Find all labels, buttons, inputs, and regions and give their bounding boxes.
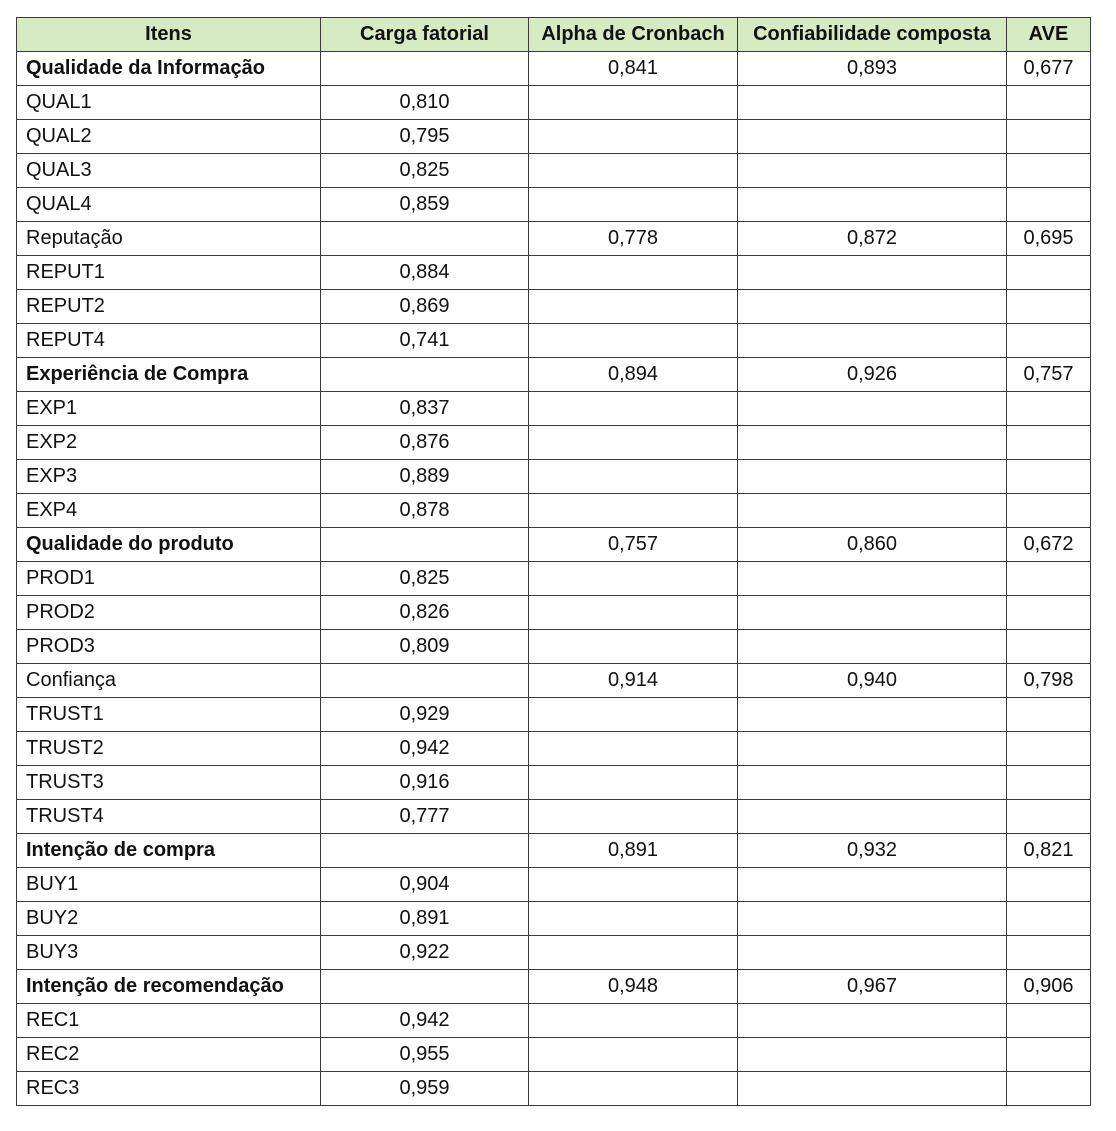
cell-alpha-cronbach (529, 936, 738, 970)
cell-carga-fatorial: 0,955 (321, 1038, 529, 1072)
cell-ave (1007, 494, 1091, 528)
construct-row (17, 222, 1091, 256)
cell-item: QUAL2 (17, 120, 321, 154)
cell-alpha-cronbach: 0,891 (529, 834, 738, 868)
cell-confiabilidade-composta (738, 154, 1007, 188)
cell-ave (1007, 936, 1091, 970)
cell-ave (1007, 698, 1091, 732)
cell-confiabilidade-composta (738, 1038, 1007, 1072)
cell-confiabilidade-composta (738, 1072, 1007, 1106)
cell-item: BUY3 (17, 936, 321, 970)
cell-ave (1007, 732, 1091, 766)
cell-confiabilidade-composta (738, 86, 1007, 120)
cell-confiabilidade-composta (738, 1004, 1007, 1038)
cell-confiabilidade-composta: 0,932 (738, 834, 1007, 868)
cell-item: TRUST4 (17, 800, 321, 834)
cell-carga-fatorial: 0,889 (321, 460, 529, 494)
header-carga-fatorial: Carga fatorial (321, 18, 529, 52)
cell-carga-fatorial (321, 528, 529, 562)
header-alpha-cronbach: Alpha de Cronbach (529, 18, 738, 52)
cell-item: EXP1 (17, 392, 321, 426)
cell-ave: 0,672 (1007, 528, 1091, 562)
cell-ave (1007, 1072, 1091, 1106)
cell-alpha-cronbach: 0,841 (529, 52, 738, 86)
indicator-row (17, 732, 1091, 766)
table-header (17, 18, 1091, 52)
cell-confiabilidade-composta (738, 460, 1007, 494)
cell-carga-fatorial: 0,777 (321, 800, 529, 834)
cell-carga-fatorial: 0,809 (321, 630, 529, 664)
construct-row (17, 358, 1091, 392)
cell-confiabilidade-composta (738, 596, 1007, 630)
cell-item: PROD2 (17, 596, 321, 630)
indicator-row (17, 562, 1091, 596)
cell-alpha-cronbach (529, 732, 738, 766)
cell-alpha-cronbach (529, 562, 738, 596)
cell-alpha-cronbach: 0,914 (529, 664, 738, 698)
cell-confiabilidade-composta (738, 902, 1007, 936)
cell-item: TRUST1 (17, 698, 321, 732)
cell-ave (1007, 766, 1091, 800)
cell-confiabilidade-composta (738, 800, 1007, 834)
cell-carga-fatorial: 0,869 (321, 290, 529, 324)
cell-confiabilidade-composta (738, 698, 1007, 732)
cell-ave (1007, 902, 1091, 936)
cell-alpha-cronbach (529, 120, 738, 154)
indicator-row (17, 494, 1091, 528)
cell-confiabilidade-composta (738, 630, 1007, 664)
indicator-row (17, 460, 1091, 494)
cell-ave (1007, 630, 1091, 664)
cell-item: REC1 (17, 1004, 321, 1038)
cell-confiabilidade-composta (738, 494, 1007, 528)
cell-confiabilidade-composta (738, 732, 1007, 766)
cell-ave (1007, 800, 1091, 834)
cell-carga-fatorial: 0,929 (321, 698, 529, 732)
cell-carga-fatorial: 0,904 (321, 868, 529, 902)
cell-ave (1007, 86, 1091, 120)
cell-confiabilidade-composta (738, 936, 1007, 970)
cell-carga-fatorial: 0,825 (321, 562, 529, 596)
cell-confiabilidade-composta (738, 188, 1007, 222)
cell-carga-fatorial: 0,876 (321, 426, 529, 460)
cell-item: PROD1 (17, 562, 321, 596)
cell-item: EXP2 (17, 426, 321, 460)
cell-ave (1007, 562, 1091, 596)
indicator-row (17, 766, 1091, 800)
cell-item: REPUT1 (17, 256, 321, 290)
cell-confiabilidade-composta: 0,893 (738, 52, 1007, 86)
cell-alpha-cronbach: 0,778 (529, 222, 738, 256)
cell-ave (1007, 120, 1091, 154)
cell-alpha-cronbach (529, 1004, 738, 1038)
indicator-row (17, 698, 1091, 732)
cell-item: REC2 (17, 1038, 321, 1072)
cell-carga-fatorial: 0,810 (321, 86, 529, 120)
cell-item: Intenção de compra (17, 834, 321, 868)
cell-carga-fatorial: 0,891 (321, 902, 529, 936)
cell-item: PROD3 (17, 630, 321, 664)
cell-alpha-cronbach (529, 188, 738, 222)
cell-item: EXP3 (17, 460, 321, 494)
cell-carga-fatorial: 0,878 (321, 494, 529, 528)
cell-carga-fatorial: 0,942 (321, 1004, 529, 1038)
indicator-row (17, 324, 1091, 358)
cell-alpha-cronbach (529, 324, 738, 358)
cell-confiabilidade-composta (738, 120, 1007, 154)
construct-row (17, 52, 1091, 86)
cell-item: QUAL4 (17, 188, 321, 222)
cell-item: Experiência de Compra (17, 358, 321, 392)
cell-item: EXP4 (17, 494, 321, 528)
cell-alpha-cronbach (529, 154, 738, 188)
cell-alpha-cronbach: 0,757 (529, 528, 738, 562)
indicator-row (17, 1038, 1091, 1072)
construct-row (17, 970, 1091, 1004)
cell-item: BUY1 (17, 868, 321, 902)
cell-alpha-cronbach: 0,894 (529, 358, 738, 392)
cell-item: REC3 (17, 1072, 321, 1106)
cell-carga-fatorial (321, 222, 529, 256)
cell-confiabilidade-composta (738, 392, 1007, 426)
cell-item: Qualidade do produto (17, 528, 321, 562)
cell-carga-fatorial: 0,837 (321, 392, 529, 426)
cell-carga-fatorial: 0,826 (321, 596, 529, 630)
indicator-row (17, 188, 1091, 222)
indicator-row (17, 868, 1091, 902)
indicator-row (17, 596, 1091, 630)
cell-carga-fatorial (321, 970, 529, 1004)
cell-carga-fatorial (321, 52, 529, 86)
cell-alpha-cronbach (529, 630, 738, 664)
indicator-row (17, 1072, 1091, 1106)
indicator-row (17, 1004, 1091, 1038)
cell-carga-fatorial: 0,825 (321, 154, 529, 188)
cell-alpha-cronbach (529, 1072, 738, 1106)
indicator-row (17, 392, 1091, 426)
cell-confiabilidade-composta (738, 324, 1007, 358)
cell-alpha-cronbach (529, 868, 738, 902)
cell-ave (1007, 596, 1091, 630)
indicator-row (17, 86, 1091, 120)
cell-carga-fatorial: 0,942 (321, 732, 529, 766)
cell-alpha-cronbach: 0,948 (529, 970, 738, 1004)
indicator-row (17, 256, 1091, 290)
cell-alpha-cronbach (529, 86, 738, 120)
cell-alpha-cronbach (529, 426, 738, 460)
cell-item: Confiança (17, 664, 321, 698)
cell-carga-fatorial: 0,959 (321, 1072, 529, 1106)
cell-alpha-cronbach (529, 902, 738, 936)
header-itens: Itens (17, 18, 321, 52)
cell-confiabilidade-composta: 0,926 (738, 358, 1007, 392)
measurement-model-table (16, 17, 1091, 1106)
cell-carga-fatorial: 0,741 (321, 324, 529, 358)
cell-carga-fatorial (321, 834, 529, 868)
cell-item: Reputação (17, 222, 321, 256)
cell-confiabilidade-composta: 0,872 (738, 222, 1007, 256)
cell-carga-fatorial: 0,884 (321, 256, 529, 290)
indicator-row (17, 154, 1091, 188)
cell-confiabilidade-composta: 0,967 (738, 970, 1007, 1004)
cell-carga-fatorial: 0,916 (321, 766, 529, 800)
indicator-row (17, 936, 1091, 970)
construct-row (17, 664, 1091, 698)
cell-carga-fatorial: 0,795 (321, 120, 529, 154)
cell-ave (1007, 868, 1091, 902)
cell-confiabilidade-composta: 0,860 (738, 528, 1007, 562)
cell-item: REPUT4 (17, 324, 321, 358)
cell-alpha-cronbach (529, 494, 738, 528)
cell-alpha-cronbach (529, 698, 738, 732)
cell-ave (1007, 256, 1091, 290)
cell-ave (1007, 188, 1091, 222)
cell-alpha-cronbach (529, 1038, 738, 1072)
cell-item: QUAL1 (17, 86, 321, 120)
cell-confiabilidade-composta (738, 256, 1007, 290)
cell-carga-fatorial: 0,922 (321, 936, 529, 970)
cell-alpha-cronbach (529, 392, 738, 426)
cell-alpha-cronbach (529, 596, 738, 630)
cell-item: Qualidade da Informação (17, 52, 321, 86)
cell-item: QUAL3 (17, 154, 321, 188)
cell-ave: 0,757 (1007, 358, 1091, 392)
construct-row (17, 834, 1091, 868)
cell-alpha-cronbach (529, 290, 738, 324)
cell-confiabilidade-composta (738, 562, 1007, 596)
header-ave: AVE (1007, 18, 1091, 52)
cell-confiabilidade-composta (738, 290, 1007, 324)
cell-alpha-cronbach (529, 766, 738, 800)
cell-item: BUY2 (17, 902, 321, 936)
indicator-row (17, 902, 1091, 936)
table-body (17, 52, 1091, 1106)
cell-alpha-cronbach (529, 800, 738, 834)
cell-ave: 0,677 (1007, 52, 1091, 86)
header-row (17, 18, 1091, 52)
indicator-row (17, 426, 1091, 460)
cell-ave (1007, 290, 1091, 324)
cell-alpha-cronbach (529, 460, 738, 494)
cell-carga-fatorial: 0,859 (321, 188, 529, 222)
cell-alpha-cronbach (529, 256, 738, 290)
cell-ave (1007, 324, 1091, 358)
indicator-row (17, 630, 1091, 664)
cell-item: Intenção de recomendação (17, 970, 321, 1004)
cell-confiabilidade-composta: 0,940 (738, 664, 1007, 698)
cell-item: TRUST3 (17, 766, 321, 800)
cell-ave (1007, 392, 1091, 426)
cell-carga-fatorial (321, 664, 529, 698)
cell-ave (1007, 1038, 1091, 1072)
indicator-row (17, 120, 1091, 154)
cell-confiabilidade-composta (738, 426, 1007, 460)
cell-ave (1007, 1004, 1091, 1038)
header-confiabilidade-composta: Confiabilidade composta (738, 18, 1007, 52)
cell-ave: 0,798 (1007, 664, 1091, 698)
construct-row (17, 528, 1091, 562)
indicator-row (17, 800, 1091, 834)
cell-ave (1007, 460, 1091, 494)
cell-ave: 0,821 (1007, 834, 1091, 868)
cell-ave (1007, 426, 1091, 460)
cell-carga-fatorial (321, 358, 529, 392)
cell-item: TRUST2 (17, 732, 321, 766)
table-container (16, 17, 1091, 1106)
cell-item: REPUT2 (17, 290, 321, 324)
cell-confiabilidade-composta (738, 766, 1007, 800)
cell-ave (1007, 154, 1091, 188)
cell-confiabilidade-composta (738, 868, 1007, 902)
cell-ave: 0,695 (1007, 222, 1091, 256)
cell-ave: 0,906 (1007, 970, 1091, 1004)
indicator-row (17, 290, 1091, 324)
